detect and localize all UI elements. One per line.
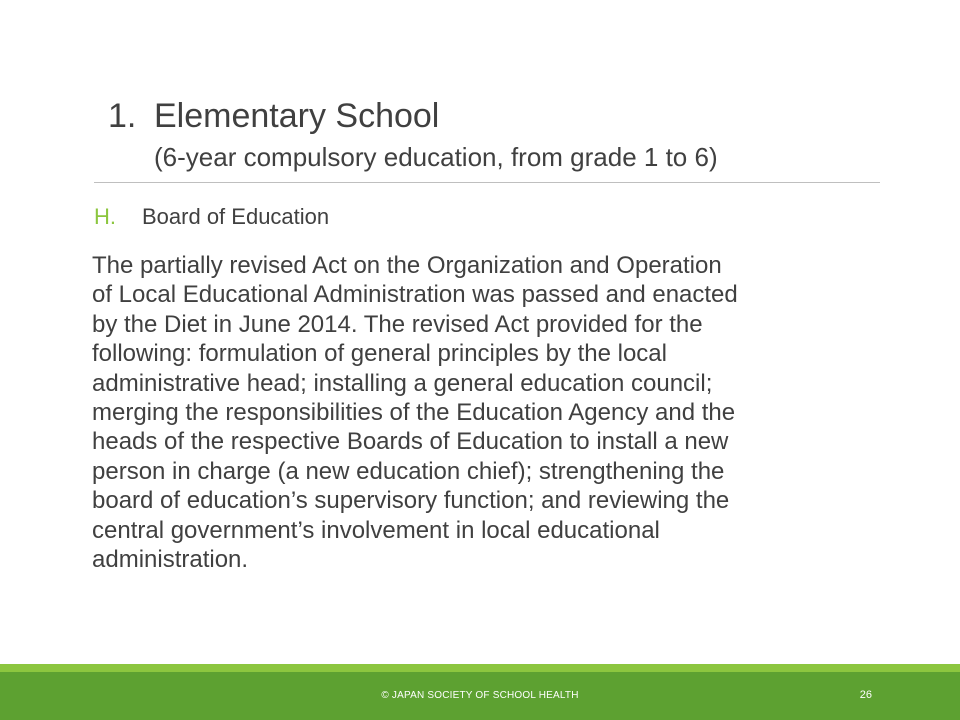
section-title: Board of Education [142, 204, 330, 229]
slide-title [108, 96, 908, 174]
section-letter: H. [94, 204, 116, 229]
body-line: central government’s involvement in local educational [92, 516, 660, 544]
footer-accent-bar [0, 664, 960, 672]
body-line: following: formulation of general principles by the local [92, 340, 667, 368]
title-divider [94, 182, 880, 183]
body-line: administration. [92, 546, 249, 574]
title-heading-line [108, 96, 908, 136]
body-line: merging the responsibilities of the Education Agency and the [92, 399, 736, 427]
title-heading: Elementary School [154, 97, 440, 135]
body-line: person in charge (a new education chief); strengthening the [92, 457, 725, 485]
footer-copyright: © JAPAN SOCIETY OF SCHOOL HEALTH [381, 690, 579, 701]
page-number: 26 [859, 689, 872, 701]
body-line: heads of the respective Boards of Education to install a new [92, 428, 729, 456]
body-line: by the Diet in June 2014. The revised Act provided for the [92, 310, 703, 338]
body-paragraph [92, 251, 892, 574]
body-line: of Local Educational Administration was passed and enacted [92, 281, 738, 309]
body-line: administrative head; installing a general education council; [92, 369, 713, 397]
body-line: board of education’s supervisory function; and reviewing the [92, 487, 730, 515]
footer-bar [0, 672, 960, 720]
title-number: 1. [108, 97, 137, 135]
title-subheading: (6-year compulsory education, from grade 1 to 6) [154, 142, 718, 172]
body-line: The partially revised Act on the Organization and Operation [92, 252, 722, 279]
section-heading [94, 203, 329, 231]
